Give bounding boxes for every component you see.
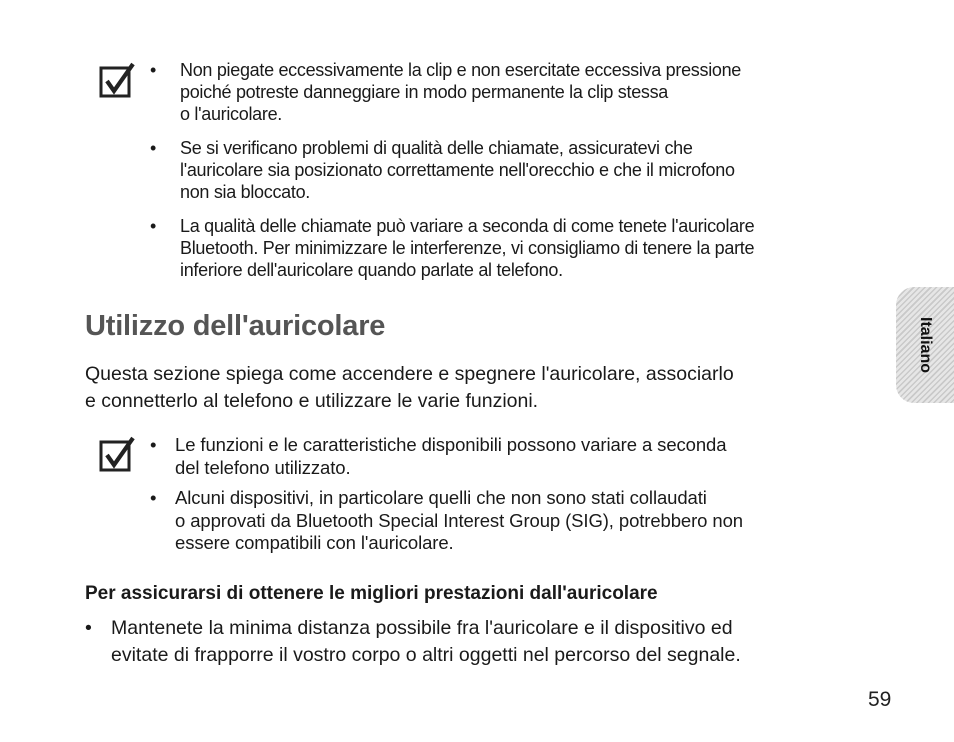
bullet-marker: •	[150, 216, 157, 236]
note-list-1	[150, 59, 870, 293]
list-item-text: Non piegate eccessivamente la clip e non esercitate eccessiva pressione poiché potreste danneggiare in modo permanente la clip stessa o l'auricolare.	[180, 60, 742, 124]
list-item-text: Le funzioni e le caratteristiche disponibili possono variare a seconda del telefono utilizzato.	[175, 434, 727, 478]
list-item	[150, 59, 870, 125]
list-item	[150, 215, 870, 281]
list-item	[150, 487, 860, 555]
list-item	[150, 434, 860, 479]
bullet-marker: •	[150, 60, 157, 80]
language-tab-label: Italiano	[917, 316, 934, 374]
bullet-marker: •	[150, 434, 157, 455]
list-item-text: Se si verificano problemi di qualità delle chiamate, assicuratevi che l'auricolare sia posizionato correttamente nell'orecchio e che il microfono non sia bloccato.	[180, 138, 735, 202]
list-item-text: La qualità delle chiamate può variare a seconda di come tenete l'auricolare Bluetooth. Per minimizzare le interferenze, vi consigliamo di tenere la parte inferiore dell'auricolare quando parlate al telefono.	[180, 216, 755, 280]
section-intro: Questa sezione spiega come accendere e spegnere l'auricolare, associarlo e connetterlo al telefono e utilizzare le varie funzioni.	[85, 363, 734, 412]
note-list-2	[150, 434, 860, 563]
section-title: Utilizzo dell'auricolare	[85, 310, 386, 342]
page-number: 59	[868, 688, 892, 711]
checkbox-tick-icon	[99, 62, 137, 100]
checkbox-tick-icon	[99, 436, 137, 474]
bullet-marker: •	[150, 138, 157, 158]
performance-list	[85, 615, 875, 669]
bullet-marker: •	[85, 617, 92, 639]
bullet-marker: •	[150, 487, 157, 508]
language-side-tab	[896, 287, 954, 403]
list-item-text: Mantenete la minima distanza possibile fra l'auricolare e il dispositivo ed evitate di frapporre il vostro corpo o altri oggetti nel percorso del segnale.	[111, 617, 741, 666]
list-item-text: Alcuni dispositivi, in particolare quelli che non sono stati collaudati o approvati da Bluetooth Special Interest Group (SIG), potrebbero non essere compatibili con l'auricolare.	[175, 487, 743, 553]
list-item	[85, 615, 875, 669]
performance-heading: Per assicurarsi di ottenere le migliori prestazioni dall'auricolare	[85, 583, 658, 604]
list-item	[150, 137, 870, 203]
